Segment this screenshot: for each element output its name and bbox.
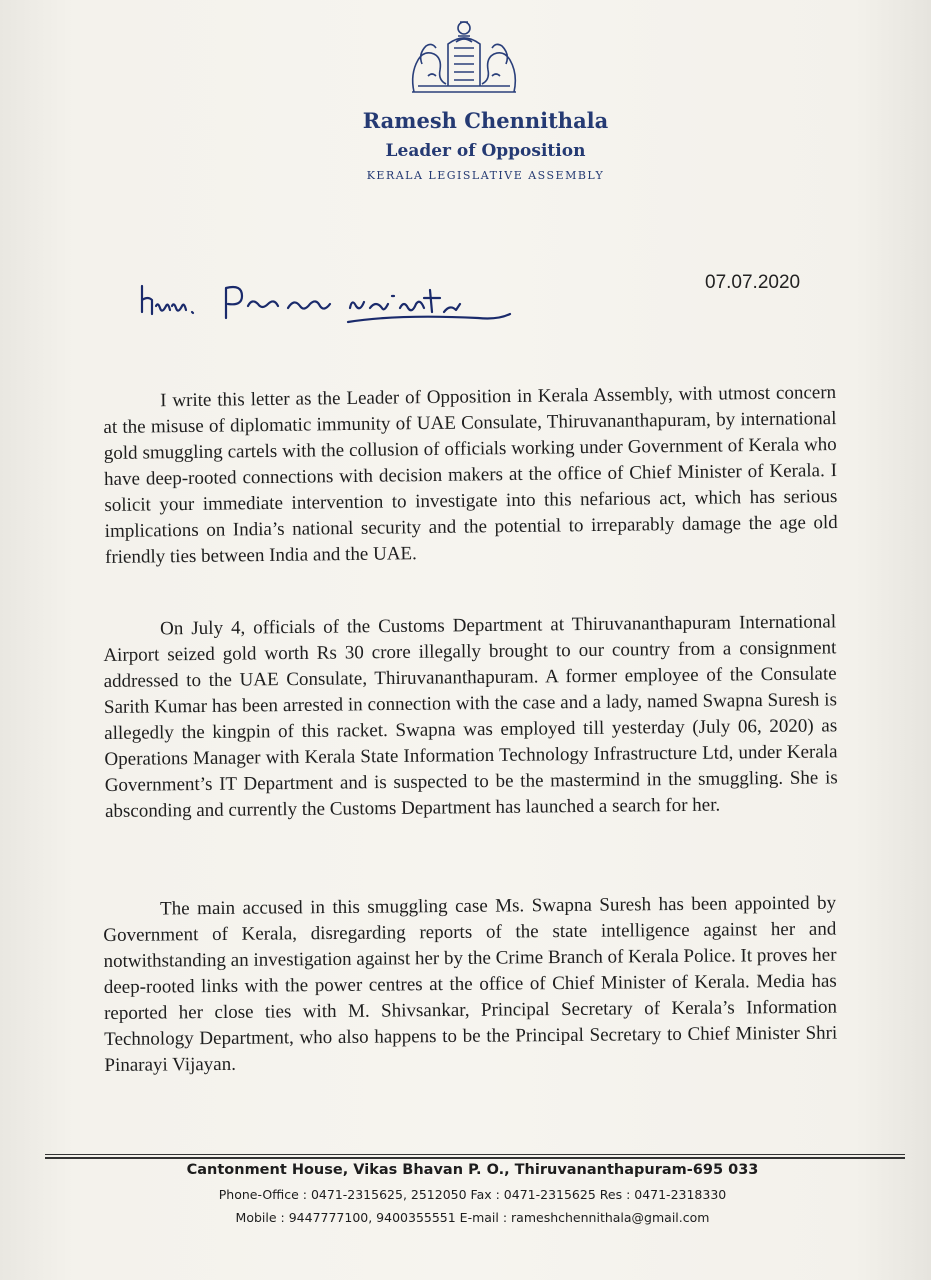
footer-divider xyxy=(45,1157,905,1159)
kerala-emblem-icon xyxy=(404,14,524,96)
letter-date: 07.07.2020 xyxy=(705,272,801,293)
body-paragraph: The main accused in this smuggling case Ms. Swapna Suresh has been appointed by Government of Kerala, disregarding reports of the state intelligence against her and notwithstanding an investigation against her by the Crime Branch of Kerala Police. It proves her deep-rooted links with the power centres at the office of Chief Minister of Kerala. Media has reported her close ties with M. Shivsankar, Principal Secretary of Kerala’s Information Technology Department, who also happens to be the Principal Secretary to Chief Minister Shri Pinarayi Vijayan. xyxy=(103,892,838,1076)
letterhead-name: Ramesh Chennithala xyxy=(362,108,609,133)
footer-mobile-email: Mobile : 9447777100, 9400355551 E-mail : rameshchennithala@gmail.com xyxy=(235,1210,710,1225)
footer-divider xyxy=(45,1154,905,1155)
letterhead-title: Leader of Opposition xyxy=(385,141,586,161)
handwritten-salutation xyxy=(138,278,518,328)
footer-address: Cantonment House, Vikas Bhavan P. O., Thiruvananthapuram-695 033 xyxy=(186,1162,759,1178)
body-paragraph: I write this letter as the Leader of Opposition in Kerala Assembly, with utmost concern at the misuse of diplomatic immunity of UAE Consulate, Thiruvananthapuram, by international gold smuggling cartels with the collusion of officials working under Government of Kerala who have deep-rooted connections with decision makers at the office of Chief Minister of Kerala. I solicit your immediate intervention to investigate into this nefarious act, which has serious implications on India’s national security and the potential to irreparably damage the age old friendly ties between India and the UAE. xyxy=(103,382,838,568)
letterhead-organization: KERALA LEGISLATIVE ASSEMBLY xyxy=(366,169,605,182)
footer-phones: Phone-Office : 0471-2315625, 2512050 Fax : 0471-2315625 Res : 0471-2318330 xyxy=(218,1187,727,1202)
body-paragraph: On July 4, officials of the Customs Department at Thiruvananthapuram International Airport seized gold worth Rs 30 crore illegally brought to our country from a consignment addressed to the UAE Consulate, Thiruvananthapuram. A former employee of the Consulate Sarith Kumar has been arrested in connection with the case and a lady, named Swapna Suresh is allegedly the kingpin of this racket. Swapna was employed till yesterday (July 06, 2020) as Operations Manager with Kerala State Information Technology Infrastructure Ltd, under Kerala Government’s IT Department and is suspected to be the mastermind in the smuggling. She is absconding and currently the Customs Department has launched a search for her. xyxy=(103,611,838,822)
